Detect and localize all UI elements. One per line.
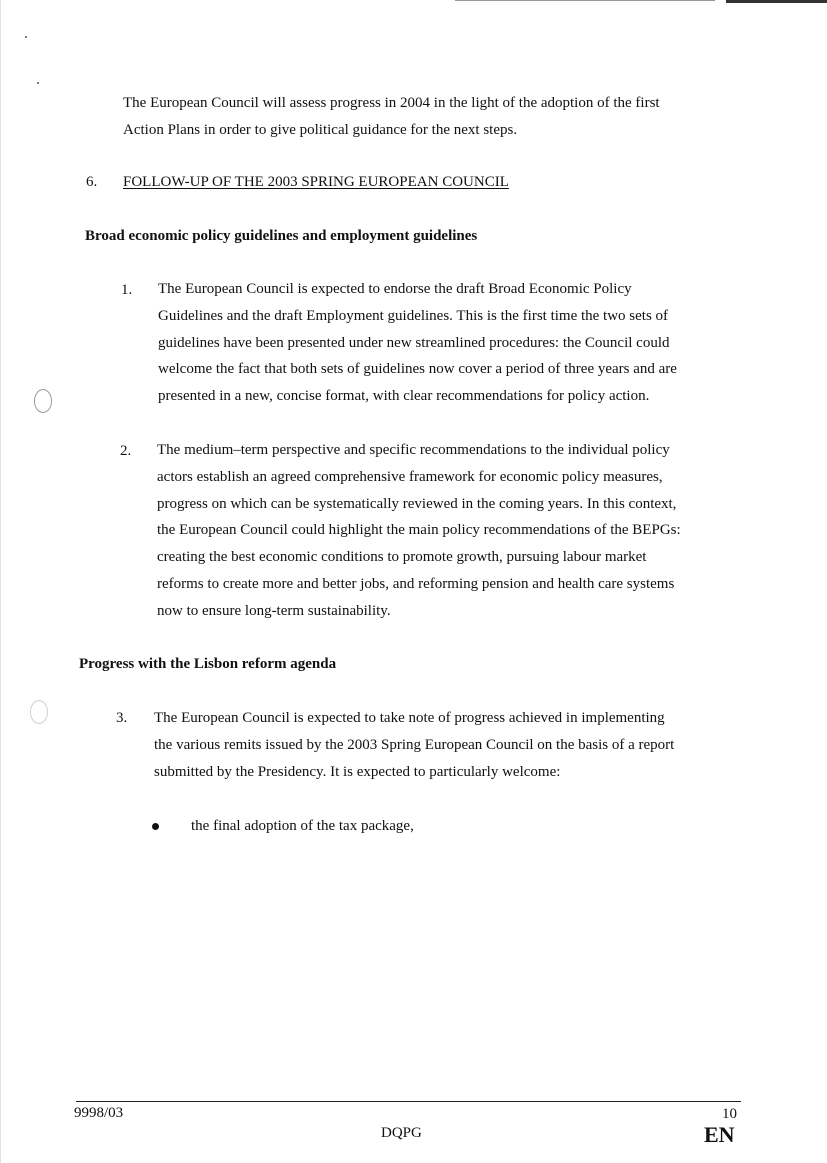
scan-speck xyxy=(25,36,27,38)
text-line: guidelines have been presented under new streamlined procedures: the Council could xyxy=(158,334,670,351)
footer-rule xyxy=(76,1101,741,1102)
item-1-paragraph xyxy=(158,276,677,410)
scan-top-bar xyxy=(726,0,827,3)
punch-hole-mark xyxy=(30,700,48,724)
subheading-broad-economic-guidelines: Broad economic policy guidelines and employment guidelines xyxy=(85,228,478,244)
section-title: FOLLOW-UP OF THE 2003 SPRING EUROPEAN COUNCIL xyxy=(123,174,509,190)
text-line: The European Council is expected to endorse the draft Broad Economic Policy xyxy=(158,281,632,297)
text-line: the various remits issued by the 2003 Spring European Council on the basis of a report xyxy=(154,736,675,753)
text-line: The European Council is expected to take note of progress achieved in implementing xyxy=(154,710,665,726)
text-line: submitted by the Presidency. It is expected to particularly welcome: xyxy=(154,763,561,780)
text-line: Action Plans in order to give political guidance for the next steps. xyxy=(123,121,518,138)
department-code: DQPG xyxy=(381,1125,422,1141)
language-code: EN xyxy=(704,1122,735,1147)
intro-paragraph xyxy=(123,90,660,144)
text-line: progress on which can be systematically reviewed in the coming years. In this context, xyxy=(157,495,677,512)
punch-hole-mark xyxy=(34,389,52,413)
text-line: the European Council could highlight the main policy recommendations of the BEPGs: xyxy=(157,522,681,539)
item-2-paragraph xyxy=(157,437,681,625)
text-line: The medium–term perspective and specific recommendations to the individual policy xyxy=(157,442,670,458)
text-line: actors establish an agreed comprehensive framework for economic policy measures, xyxy=(157,468,663,485)
text-line: reforms to create more and better jobs, and reforming pension and health care systems xyxy=(157,575,675,592)
text-line: now to ensure long-term sustainability. xyxy=(157,602,391,619)
bullet-item xyxy=(191,813,414,840)
document-reference: 9998/03 xyxy=(74,1105,124,1121)
text-line: creating the best economic conditions to promote growth, pursuing labour market xyxy=(157,549,647,566)
item-number: 2. xyxy=(120,443,132,459)
bullet-dot-icon xyxy=(152,823,159,830)
item-3-paragraph xyxy=(154,705,674,785)
text-line: The European Council will assess progress in 2004 in the light of the adoption of the first xyxy=(123,95,660,111)
text-line: the final adoption of the tax package, xyxy=(191,818,414,834)
text-line: presented in a new, concise format, with clear recommendations for policy action. xyxy=(158,388,650,405)
item-number: 1. xyxy=(121,282,133,298)
text-line: Guidelines and the draft Employment guidelines. This is the first time the two sets of xyxy=(158,307,669,324)
scan-speck xyxy=(37,82,39,84)
subheading-lisbon-reform-agenda: Progress with the Lisbon reform agenda xyxy=(79,656,337,672)
scan-top-mark xyxy=(455,0,715,1)
text-line: welcome the fact that both sets of guidelines now cover a period of three years and are xyxy=(158,361,677,378)
scan-edge-shadow xyxy=(0,0,1,1163)
item-number: 3. xyxy=(116,710,128,726)
page-number: 10 xyxy=(722,1106,737,1122)
section-number: 6. xyxy=(86,174,98,190)
